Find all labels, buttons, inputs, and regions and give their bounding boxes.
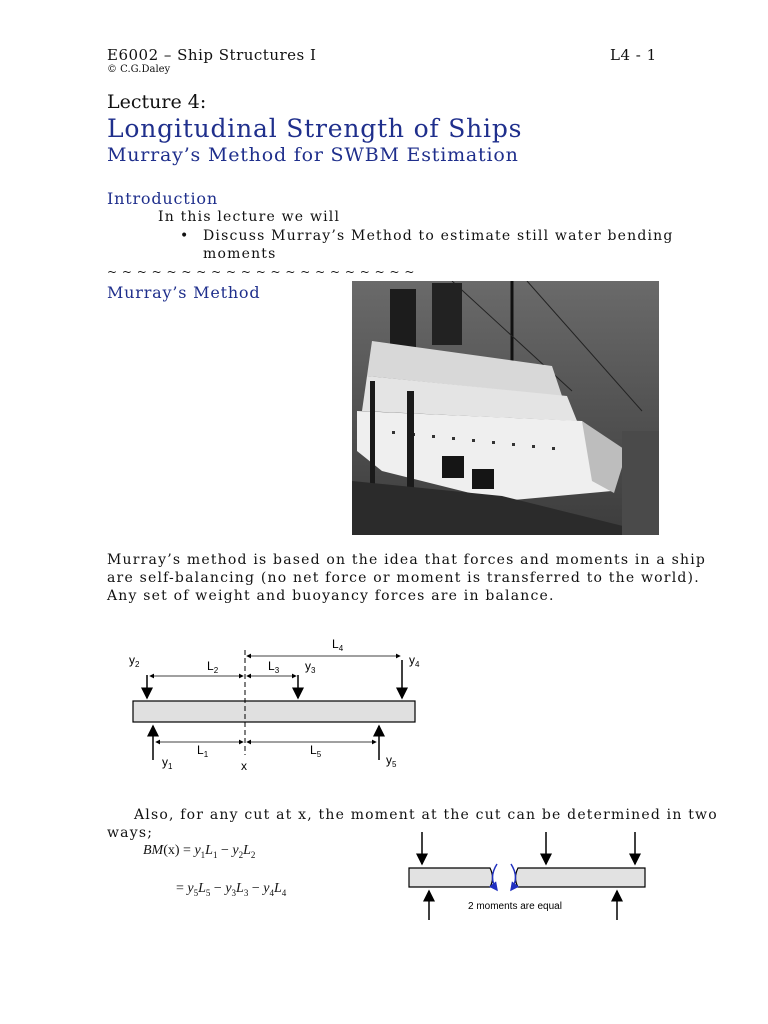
bullet-line-2: moments (203, 246, 277, 262)
moment-arc-left (493, 864, 498, 890)
beam (133, 701, 415, 722)
murray-para-line-1: Murray’s method is based on the idea that forces and moments in a ship (107, 552, 707, 568)
murray-heading: Murray’s Method (107, 283, 261, 302)
page-number: L4 - 1 (610, 46, 657, 64)
intro-heading: Introduction (107, 189, 218, 208)
also-line-2: ways; (107, 825, 154, 841)
equation-bm-1: $BM(x) = y_1L_1 - y_2L_2$ (143, 843, 256, 860)
label-L4: $L_4$ (332, 637, 344, 653)
cut-beam-diagram (400, 828, 660, 928)
label-y1: $y_1$ (162, 755, 173, 771)
beam-force-diagram (0, 620, 768, 780)
cut-caption: 2 moments are equal (468, 901, 562, 912)
label-y3: $y_3$ (305, 659, 316, 675)
label-y5: $y_5$ (386, 753, 397, 769)
section-separator: ~ ~ ~ ~ ~ ~ ~ ~ ~ ~ ~ ~ ~ ~ ~ ~ ~ ~ ~ ~ ~ (107, 265, 415, 279)
copyright: © C.G.Daley (107, 64, 171, 75)
murray-para-line-3: Any set of weight and buoyancy forces are in balance. (107, 588, 555, 604)
right-segment (516, 868, 646, 887)
murray-para-line-2: are self-balancing (no net force or moment is transferred to the world). (107, 570, 700, 586)
bullet-line-1: Discuss Murray’s Method to estimate still water bending (203, 228, 674, 244)
course-header: E6002 – Ship Structures I (107, 46, 317, 64)
label-L2: $L_2$ (207, 659, 219, 675)
page-title: Longitudinal Strength of Ships (107, 114, 523, 143)
label-y2: $y_2$ (129, 653, 140, 669)
bullet-dot: • (180, 228, 190, 244)
page-subtitle: Murray’s Method for SWBM Estimation (107, 144, 519, 166)
label-L1: $L_1$ (197, 743, 209, 759)
ship-photo-image (352, 281, 659, 535)
equation-bm-2: = $y_5L_5 - y_3L_3 - y_4L_4$ (176, 881, 287, 898)
label-L5: $L_5$ (310, 743, 322, 759)
also-line-1: Also, for any cut at x, the moment at the cut can be determined in two (134, 807, 718, 823)
label-L3: $L_3$ (268, 659, 280, 675)
ship-photo (352, 281, 659, 535)
lecture-label: Lecture 4: (107, 91, 207, 113)
intro-lead: In this lecture we will (158, 209, 341, 225)
left-segment (409, 868, 493, 887)
moment-arc-right (511, 864, 516, 890)
label-y4: $y_4$ (409, 653, 420, 669)
label-x: x (241, 759, 247, 773)
